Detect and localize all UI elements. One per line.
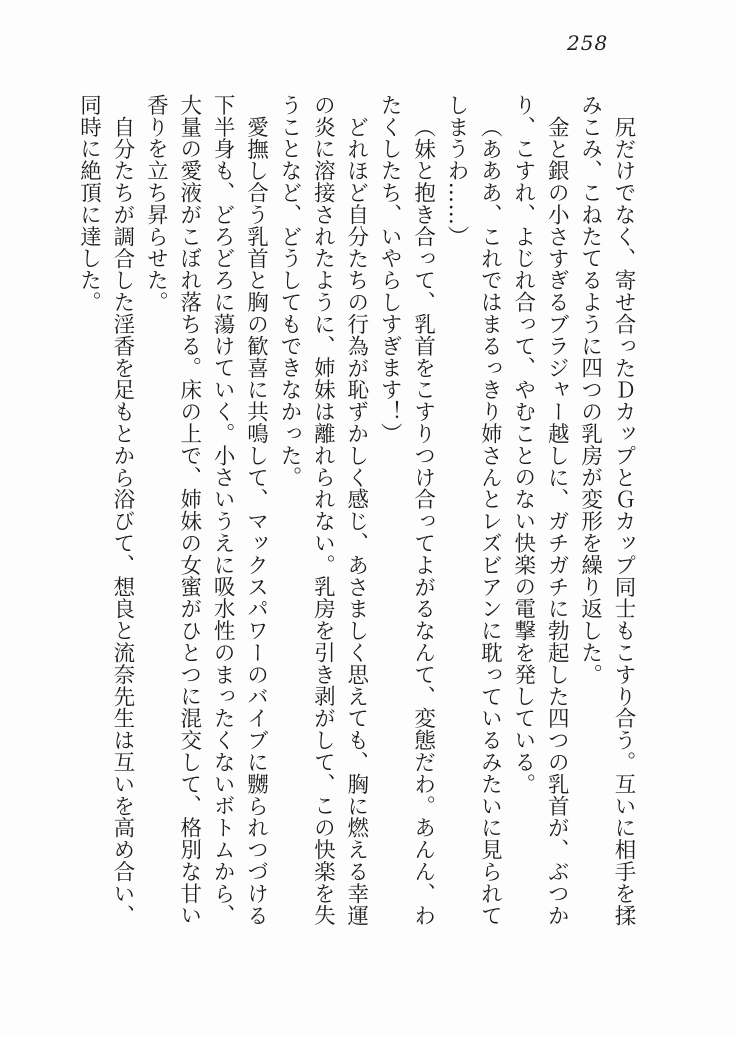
paragraph: （あああ、これではまるっきり姉さんとレズビアンに耽っているみたいに見られてしまうわ……） [443,94,503,926]
paragraph: 愛撫し合う乳首と胸の歓喜に共鳴して、マックスパワーのバイブに嬲られつづける下半身も、どろどろに蕩けていく。小さいうえに吸水性のまったくないボトムから、大量の愛液がこぼれ落ちる。床の上で、姉妹の女蜜がひとつに混交して、格別な甘い香りを立ち昇らせた。 [143,94,269,927]
paragraph: 金と銀の小さすぎるブラジャー越しに、ガチガチに勃起した四つの乳首が、ぶつかり、こすれ、よじれ合って、やむことのない快楽の電撃を発している。 [510,94,570,926]
paragraph: 尻だけでなく、寄せ合ったＤカップとＧカップ同士もこすり合う。互いに相手を揉みこみ、こねたてるように四つの乳房が変形を繰り返した。 [577,94,636,926]
paragraph: （妹と抱き合って、乳首をこすりつけ合ってよがるなんて、変態だわ。あんん、わたくしたち、いやらしすぎます！） [377,94,436,926]
paragraph: 自分たちが調合した淫香を足もとから浴びて、想良と流奈先生は互いを高め合い、同時に絶頂に達した。 [76,94,135,926]
page-number: 258 [567,31,609,55]
paragraph: どれほど自分たちの行為が恥ずかしく感じ、あさましく思えても、胸に燃える幸運の炎に溶接されたように、姉妹は離れられない。乳房を引き剥がして、この快楽を失うことなど、どうしてもできなかった。 [276,94,369,927]
body-text [72,94,640,930]
